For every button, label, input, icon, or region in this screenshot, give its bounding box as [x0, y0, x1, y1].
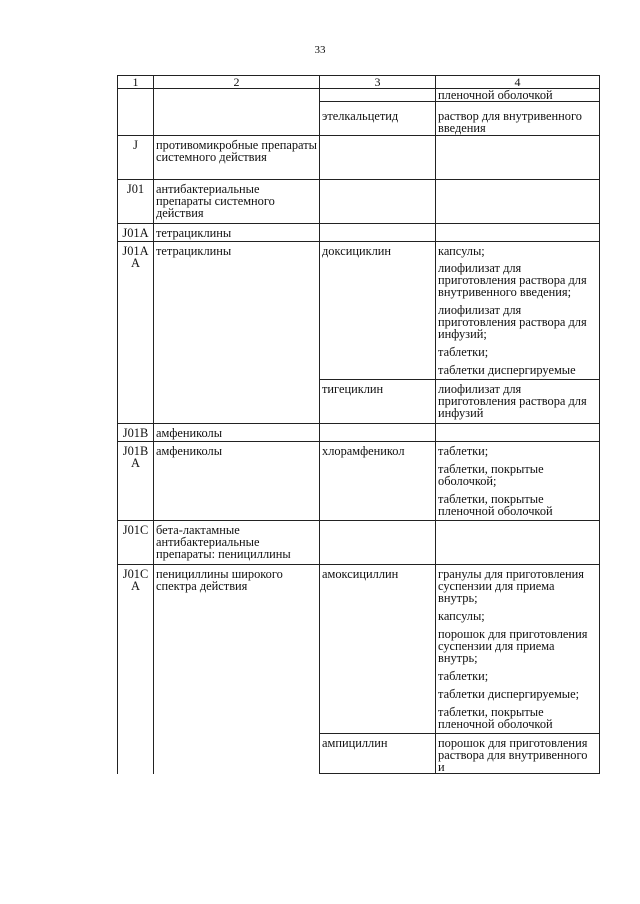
drug-name-cell — [320, 136, 436, 180]
drug-name-cell — [320, 89, 436, 102]
dosage-form-cell — [436, 136, 600, 180]
atc-code-cell: J — [118, 136, 154, 180]
table-row — [118, 242, 600, 262]
atc-code-cell: J01B A — [118, 442, 154, 521]
medication-table — [117, 75, 600, 774]
table-row — [118, 224, 600, 242]
atc-code-cell: J01C A — [118, 565, 154, 774]
group-name-cell: бета-лактамные антибактериальные препараты: пенициллины — [154, 521, 320, 565]
atc-code-cell: J01B — [118, 424, 154, 442]
atc-code-cell: J01C — [118, 521, 154, 565]
column-number: 1 — [118, 76, 154, 89]
atc-code-cell — [118, 89, 154, 136]
dosage-form-cell: пленочной оболочкой — [436, 89, 600, 102]
drug-name-cell — [320, 521, 436, 565]
table-row — [118, 89, 600, 102]
column-number-row — [118, 76, 600, 89]
table-row — [118, 180, 600, 224]
dosage-form-cell: таблетки; — [436, 345, 600, 363]
dosage-form-cell: лиофилизат для приготовления раствора для внутривенного введения; — [436, 261, 600, 303]
dosage-form-cell: таблетки; — [436, 669, 600, 687]
drug-name-cell: этелкальцетид — [320, 102, 436, 136]
dosage-form-cell: таблетки; — [436, 442, 600, 463]
dosage-form-cell: лиофилизат для приготовления раствора для инфузий — [436, 380, 600, 424]
dosage-form-cell — [436, 424, 600, 442]
group-name-cell: тетрациклины — [154, 224, 320, 242]
atc-code-cell: J01 — [118, 180, 154, 224]
group-name-cell — [154, 89, 320, 136]
dosage-form-cell: порошок для приготовления суспензии для приема внутрь; — [436, 627, 600, 669]
table-row — [118, 521, 600, 565]
table-row — [118, 442, 600, 463]
dosage-form-cell: капсулы; — [436, 609, 600, 627]
table-row — [118, 136, 600, 180]
group-name-cell: антибактериальные препараты системного действия — [154, 180, 320, 224]
dosage-form-cell — [436, 180, 600, 224]
dosage-form-cell: гранулы для приготовления суспензии для приема внутрь; — [436, 565, 600, 610]
column-number: 4 — [436, 76, 600, 89]
dosage-form-cell: таблетки, покрытые пленочной оболочкой — [436, 492, 600, 521]
dosage-form-cell: порошок для приготовления раствора для внутривенного и — [436, 734, 600, 774]
drug-name-cell — [320, 424, 436, 442]
drug-name-cell: амоксициллин — [320, 565, 436, 734]
drug-name-cell — [320, 180, 436, 224]
dosage-form-cell: капсулы; — [436, 242, 600, 262]
drug-name-cell: хлорамфеникол — [320, 442, 436, 521]
group-name-cell: пенициллины широкого спектра действия — [154, 565, 320, 774]
group-name-cell: тетрациклины — [154, 242, 320, 424]
dosage-form-cell: таблетки, покрытые пленочной оболочкой — [436, 705, 600, 734]
dosage-form-cell: таблетки диспергируемые — [436, 363, 600, 380]
column-number: 3 — [320, 76, 436, 89]
drug-name-cell: тигециклин — [320, 380, 436, 424]
drug-name-cell: доксициклин — [320, 242, 436, 380]
column-number: 2 — [154, 76, 320, 89]
atc-code-cell: J01A — [118, 224, 154, 242]
dosage-form-cell — [436, 224, 600, 242]
table-row — [118, 565, 600, 610]
drug-name-cell: ампициллин — [320, 734, 436, 774]
dosage-form-cell: лиофилизат для приготовления раствора для инфузий; — [436, 303, 600, 345]
group-name-cell: амфениколы — [154, 424, 320, 442]
group-name-cell: амфениколы — [154, 442, 320, 521]
table-row — [118, 424, 600, 442]
page-number: 33 — [314, 44, 326, 56]
dosage-form-cell — [436, 521, 600, 565]
dosage-form-cell: раствор для внутривенного введения — [436, 102, 600, 136]
dosage-form-cell: таблетки диспергируемые; — [436, 687, 600, 705]
drug-name-cell — [320, 224, 436, 242]
group-name-cell: противомикробные препараты системного действия — [154, 136, 320, 180]
atc-code-cell: J01A A — [118, 242, 154, 424]
dosage-form-cell: таблетки, покрытые оболочкой; — [436, 462, 600, 492]
